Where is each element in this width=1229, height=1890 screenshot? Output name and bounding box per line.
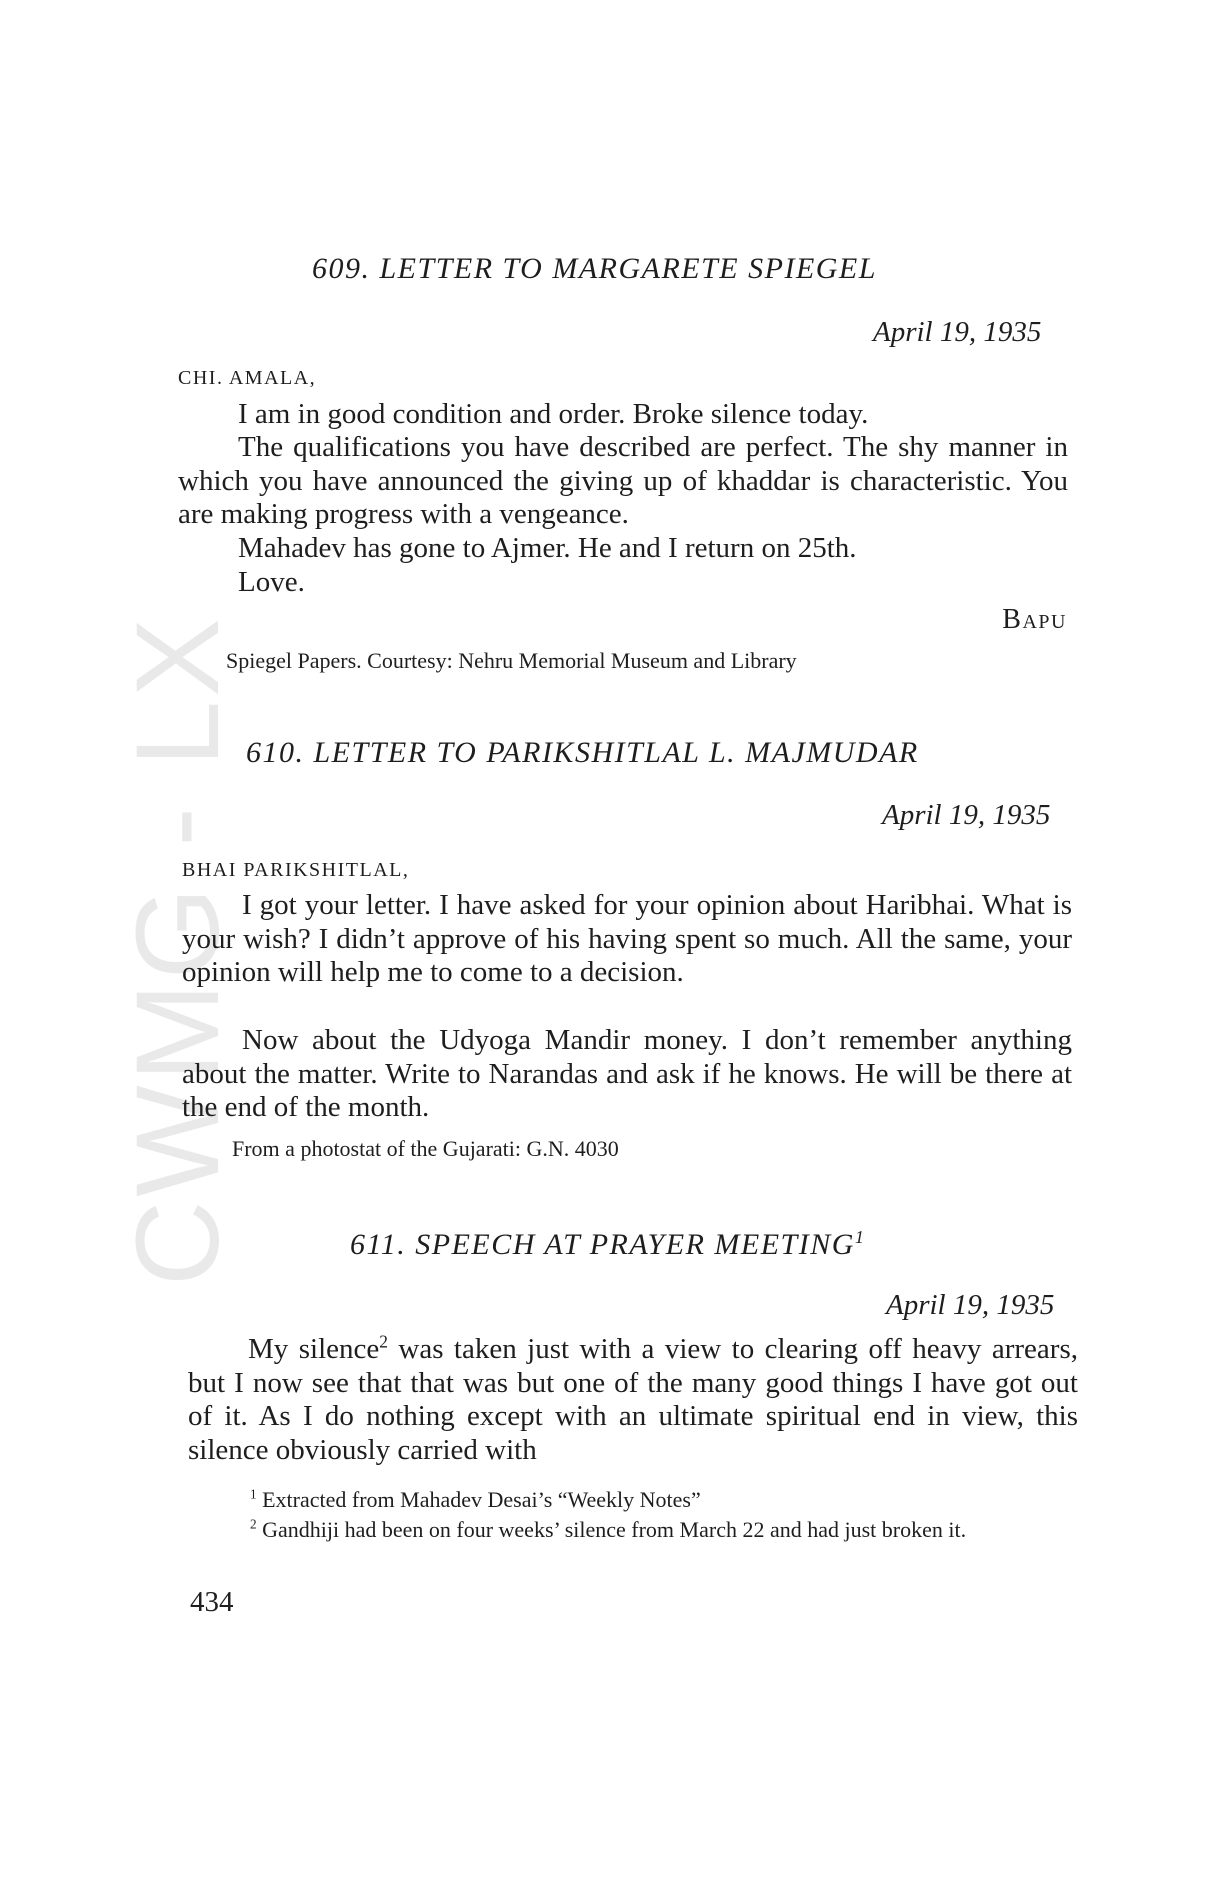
- signature-rest: APU: [1022, 611, 1067, 633]
- letter-609-line-1: I am in good condition and order. Broke silence today.: [238, 398, 869, 430]
- footnote-ref-1: 1: [854, 1227, 866, 1247]
- footnote-1: [190, 1485, 1080, 1514]
- footnote-2-mark: 2: [250, 1516, 257, 1532]
- speech-611-heading-text: 611. SPEECH AT PRAYER MEETING: [350, 1228, 855, 1261]
- letter-610-paragraph-2: Now about the Udyoga Mandir money. I don’t remember anything about the matter. Write to Narandas and ask if he knows. He will be there at the end of the month.: [182, 1024, 1072, 1123]
- speech-611-text-rest: was taken just with a view to clearing off heavy arrears, but I now see that that was but one of the many good things I have got out of it. As I do nothing except with an ultimate spiritual end in view, this silence obviously carried with: [188, 1333, 1078, 1466]
- speech-611-date: April 19, 1935: [886, 1289, 1055, 1321]
- letter-609-paragraph: The qualifications you have described are perfect. The shy manner in which you have announced the giving up of khaddar is characteristic. You are making progress with a vengeance.: [178, 431, 1068, 530]
- letter-609-line-3: Love.: [238, 566, 305, 598]
- letter-609-signature: [1002, 604, 1067, 636]
- letter-609-line-2: Mahadev has gone to Ajmer. He and I return on 25th.: [238, 532, 857, 564]
- letter-610-date: April 19, 1935: [882, 799, 1051, 831]
- footnote-2: [190, 1515, 1080, 1544]
- speech-611-heading: [350, 1228, 865, 1262]
- watermark: CWMG - LX: [112, 614, 244, 1286]
- letter-609-salutation: CHI. AMALA,: [178, 367, 317, 389]
- letter-609-heading: 609. LETTER TO MARGARETE SPIEGEL: [312, 252, 877, 285]
- page-number: 434: [190, 1586, 234, 1618]
- letter-610-heading: 610. LETTER TO PARIKSHITLAL L. MAJMUDAR: [246, 736, 919, 769]
- letter-609-date: April 19, 1935: [873, 316, 1042, 348]
- signature-initial: B: [1002, 604, 1023, 635]
- letter-610-paragraph-1: I got your letter. I have asked for your opinion about Haribhai. What is your wish? I didn’t approve of his having spent so much. All the same, your opinion will help me to come to a decision.: [182, 889, 1072, 988]
- speech-611-text-start: My silence: [248, 1333, 380, 1365]
- footnote-1-text: Extracted from Mahadev Desai’s “Weekly Notes”: [262, 1487, 701, 1512]
- letter-609-source: Spiegel Papers. Courtesy: Nehru Memorial Museum and Library: [226, 648, 797, 673]
- footnote-2-text: Gandhiji had been on four weeks’ silence from March 22 and had just broken it.: [262, 1517, 967, 1542]
- letter-610-salutation: BHAI PARIKSHITLAL,: [182, 859, 410, 881]
- footnote-ref-2: 2: [379, 1331, 388, 1352]
- letter-610-source: From a photostat of the Gujarati: G.N. 4030: [232, 1136, 619, 1161]
- footnote-1-mark: 1: [250, 1486, 257, 1502]
- speech-611-paragraph: [188, 1333, 1078, 1467]
